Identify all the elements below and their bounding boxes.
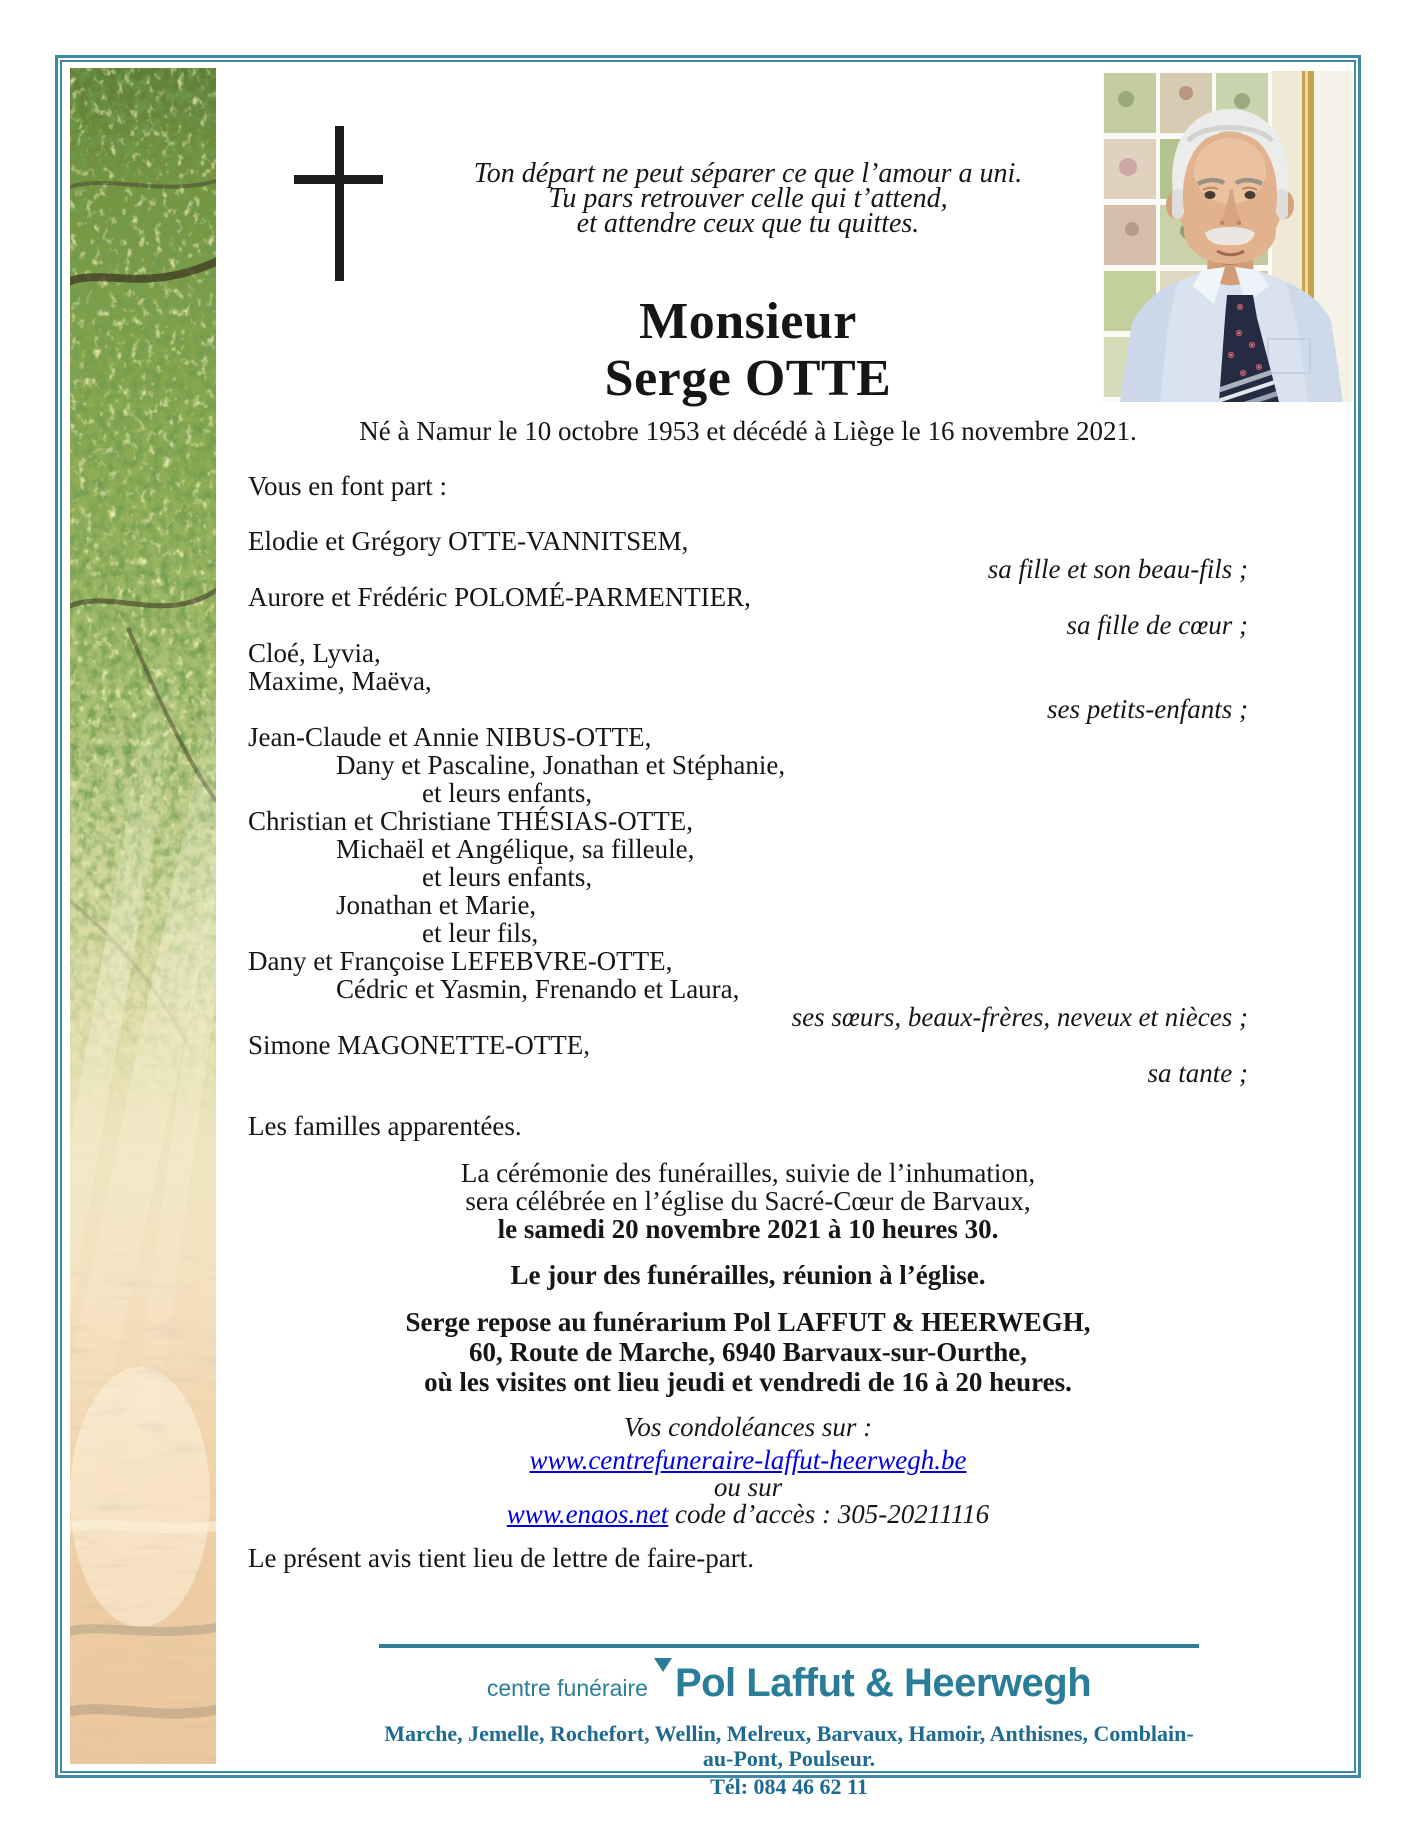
family-line: Simone MAGONETTE-OTTE,	[248, 1030, 590, 1060]
family-line: Maxime, Maëva,	[248, 666, 432, 696]
brand-phone: Tél: 084 46 62 11	[710, 1774, 868, 1799]
family-line: sa fille de cœur ;	[1066, 610, 1248, 640]
brand-cities: Marche, Jemelle, Rochefort, Wellin, Melreux, Barvaux, Hamoir, Anthisnes, Comblain-au-Pont, Poulseur.	[384, 1721, 1194, 1771]
family-line: Dany et Pascaline, Jonathan et Stéphanie,	[336, 750, 786, 780]
repose-line: où les visites ont lieu jeudi et vendredi de 16 à 20 heures.	[424, 1367, 1072, 1397]
life-dates: Né à Namur le 10 octobre 1953 et décédé à Liège le 16 novembre 2021.	[359, 416, 1137, 446]
faire-part-notice: Le présent avis tient lieu de lettre de faire-part.	[248, 1543, 755, 1573]
family-line: Cloé, Lyvia,	[248, 638, 381, 668]
family-line: Elodie et Grégory OTTE-VANNITSEM,	[248, 526, 689, 556]
condolences-block	[248, 1414, 1248, 1528]
epitaph-line: Tu pars retrouver celle qui t’attend,	[548, 183, 948, 214]
family-line: ses sœurs, beaux-frères, neveux et nièces ;	[791, 1002, 1248, 1032]
family-line: et leur fils,	[422, 918, 539, 948]
forest-path-image	[70, 68, 216, 1764]
family-line: Aurore et Frédéric POLOMÉ-PARMENTIER,	[248, 582, 751, 612]
announcement-intro: Vous en font part :	[248, 471, 447, 501]
repose-details	[248, 1307, 1248, 1397]
enaos-website-link[interactable]: www.enaos.net	[506, 1499, 669, 1529]
ceremony-line: La cérémonie des funérailles, suivie de l’inhumation,	[460, 1158, 1036, 1188]
ceremony-line: sera célébrée en l’église du Sacré-Cœur de Barvaux,	[465, 1186, 1031, 1216]
access-code: code d’accès : 305-20211116	[668, 1499, 990, 1529]
ceremony-line: le samedi 20 novembre 2021 à 10 heures 30.	[497, 1214, 999, 1244]
brand-triangle-icon	[654, 1658, 672, 1672]
family-line: Michaël et Angélique, sa filleule,	[336, 834, 695, 864]
deceased-title-block	[248, 293, 1248, 407]
repose-line: Serge repose au funérarium Pol LAFFUT & HEERWEGH,	[405, 1307, 1091, 1337]
announcement-body	[248, 158, 1248, 1573]
brand-row	[379, 1660, 1199, 1715]
family-line: Christian et Christiane THÉSIAS-OTTE,	[248, 806, 693, 836]
brand-prefix: centre funéraire	[486, 1675, 648, 1701]
families-note: Les familles apparentées.	[248, 1111, 522, 1141]
condolences-intro: Vos condoléances sur :	[623, 1412, 873, 1442]
funeral-home-footer	[379, 1644, 1199, 1799]
condolences-or: ou sur	[713, 1472, 783, 1502]
funeral-home-website-link[interactable]: www.centrefuneraire-laffut-heerwegh.be	[529, 1445, 967, 1475]
family-line: Jonathan et Marie,	[336, 890, 537, 920]
family-line: et leurs enfants,	[422, 778, 593, 808]
brand-name: Pol Laffut & Heerwegh	[674, 1661, 1092, 1705]
epitaph	[248, 158, 1248, 239]
family-line: sa tante ;	[1147, 1058, 1248, 1088]
family-line: sa fille et son beau-fils ;	[987, 554, 1248, 584]
family-line: ses petits-enfants ;	[1047, 694, 1248, 724]
repose-line: 60, Route de Marche, 6940 Barvaux-sur-Ourthe,	[469, 1337, 1027, 1367]
family-line: Dany et Françoise LEFEBVRE-OTTE,	[248, 946, 673, 976]
family-line: Cédric et Yasmin, Frenando et Laura,	[336, 974, 740, 1004]
ceremony-details	[248, 1159, 1248, 1243]
family-list	[248, 527, 1248, 1087]
epitaph-line: Ton départ ne peut séparer ce que l’amour a uni.	[473, 158, 1023, 189]
family-line: et leurs enfants,	[422, 862, 593, 892]
epitaph-line: et attendre ceux que tu quittes.	[576, 208, 920, 239]
meeting-note: Le jour des funérailles, réunion à l’église.	[510, 1260, 986, 1290]
deceased-name: Serge OTTE	[604, 350, 892, 407]
footer-divider	[379, 1644, 1199, 1648]
family-line: Jean-Claude et Annie NIBUS-OTTE,	[248, 722, 652, 752]
deceased-honorific: Monsieur	[639, 293, 857, 350]
